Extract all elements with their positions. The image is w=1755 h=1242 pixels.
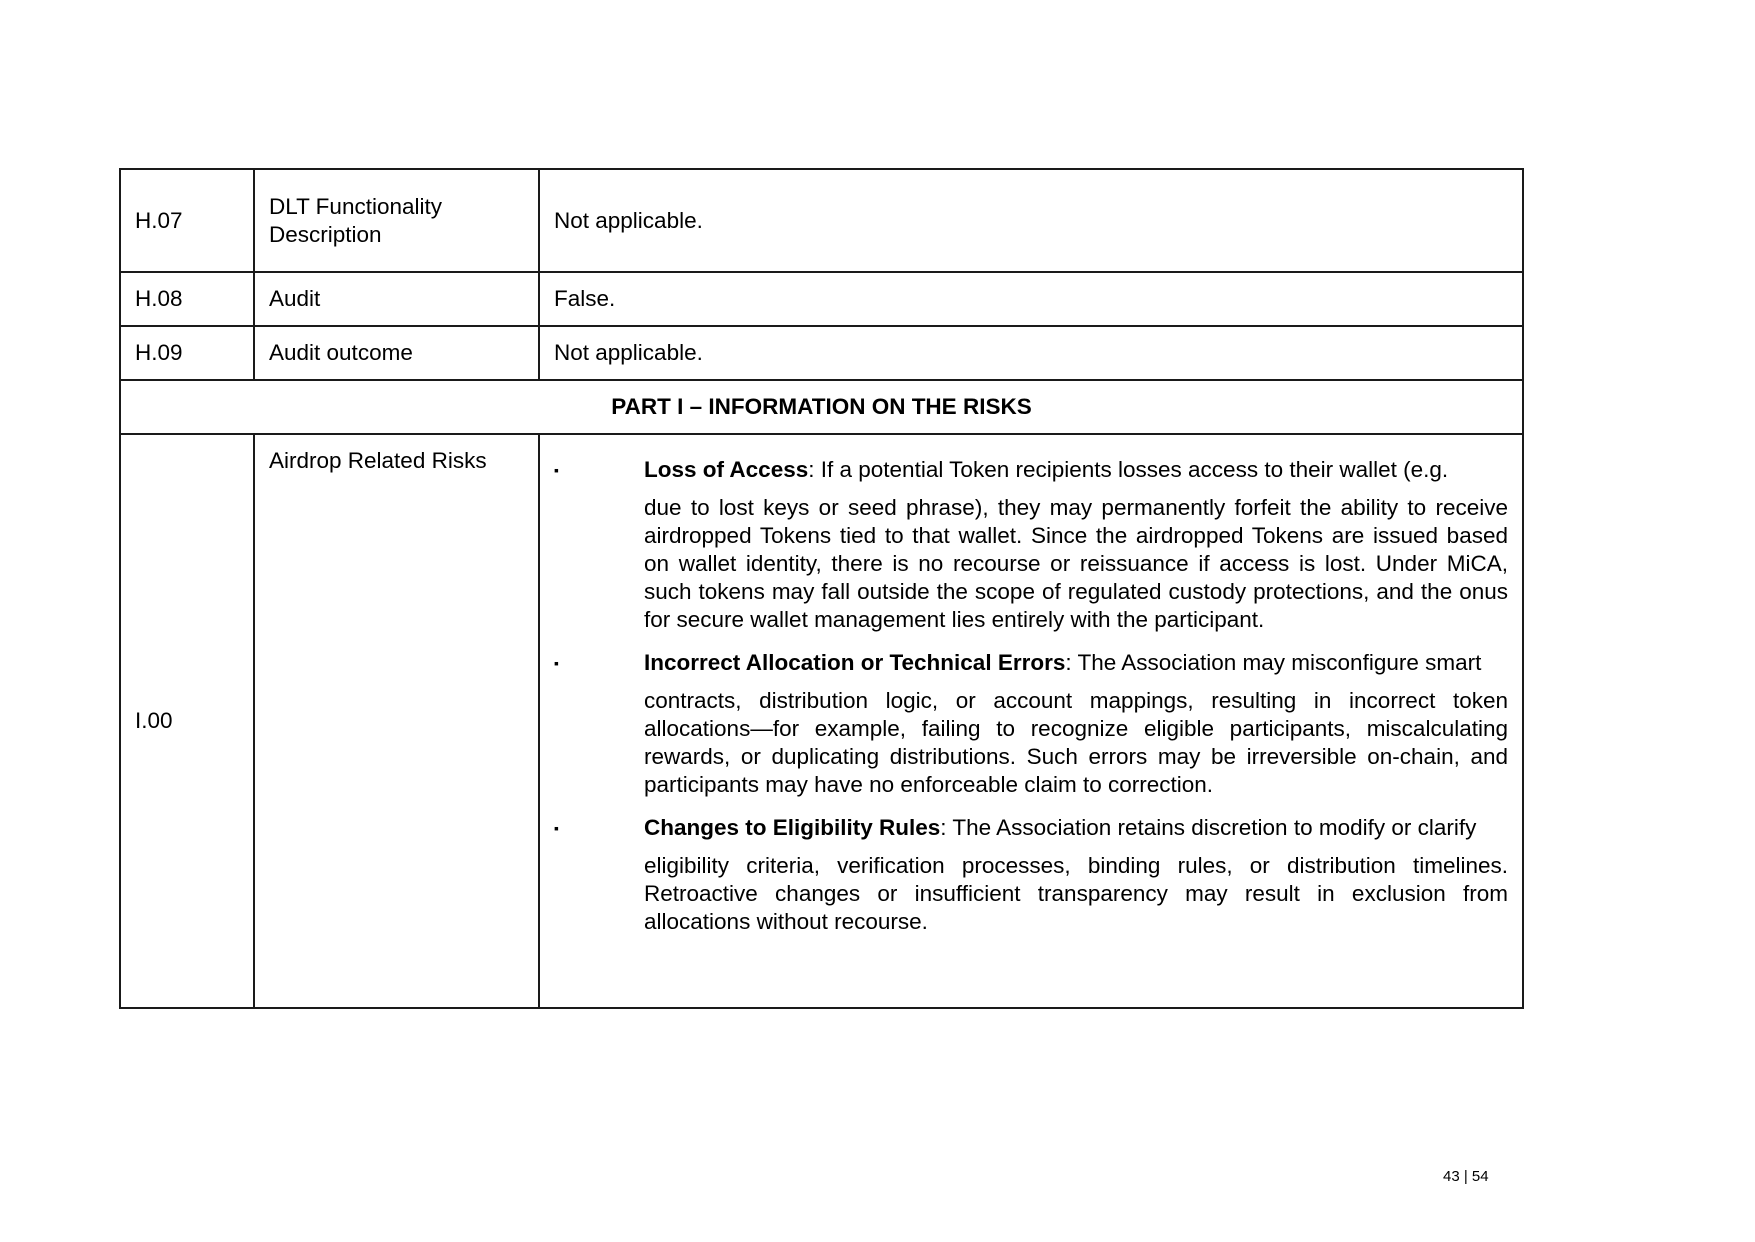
risk-list [539, 434, 1523, 1008]
risk-bullet [554, 455, 1508, 634]
page-number: 43 | 54 [1443, 1168, 1489, 1185]
row-field: DLT Functionality Description [254, 169, 539, 272]
section-header: PART I – INFORMATION ON THE RISKS [120, 380, 1523, 434]
row-id: H.08 [120, 272, 254, 326]
bullet-title: Changes to Eligibility Rules [644, 815, 941, 840]
table-row [120, 434, 1523, 1008]
row-value: Not applicable. [539, 169, 1523, 272]
row-value: Not applicable. [539, 326, 1523, 380]
row-id: I.00 [120, 434, 254, 1008]
bullet-text: eligibility criteria, verification processes, binding rules, or distribution timelines. Retroactive changes or insufficient transparency may result in exclusion from allocations without recourse. [644, 853, 1508, 934]
bullet-text: contracts, distribution logic, or account mappings, resulting in incorrect token allocations—for example, failing to recognize eligible participants, miscalculating rewards, or duplicating distributions. Such errors may be irreversible on-chain, and participants may have no enforceable claim to correction. [644, 688, 1508, 797]
bullet-text: due to lost keys or seed phrase), they may permanently forfeit the ability to receive airdropped Tokens tied to that wallet. Since the airdropped Tokens are issued based on wallet identity, there is no recourse or reissuance if access is lost. Under MiCA, such tokens may fall outside the scope of regulated custody protections, and the onus for secure wallet management lies entirely with the participant. [644, 495, 1508, 632]
section-header-row [120, 380, 1523, 434]
risk-bullet [554, 648, 1508, 799]
bullet-title: Incorrect Allocation or Technical Errors [644, 650, 1066, 675]
bullet-title: Loss of Access [644, 457, 809, 482]
row-field: Audit [254, 272, 539, 326]
disclosure-table [119, 168, 1524, 1009]
table-row [120, 326, 1523, 380]
risk-bullet [554, 813, 1508, 936]
bullet-text: : The Association may misconfigure smart [1065, 650, 1482, 675]
row-id: H.09 [120, 326, 254, 380]
row-id: H.07 [120, 169, 254, 272]
row-field: Airdrop Related Risks [254, 434, 539, 1008]
table-row [120, 169, 1523, 272]
row-field: Audit outcome [254, 326, 539, 380]
bullet-square-icon: ▪ [554, 820, 559, 836]
table-row [120, 272, 1523, 326]
row-value: False. [539, 272, 1523, 326]
bullet-square-icon: ▪ [554, 462, 559, 478]
bullet-text: : If a potential Token recipients losses access to their wallet (e.g. [808, 457, 1449, 482]
bullet-text: : The Association retains discretion to modify or clarify [940, 815, 1477, 840]
bullet-square-icon: ▪ [554, 655, 559, 671]
